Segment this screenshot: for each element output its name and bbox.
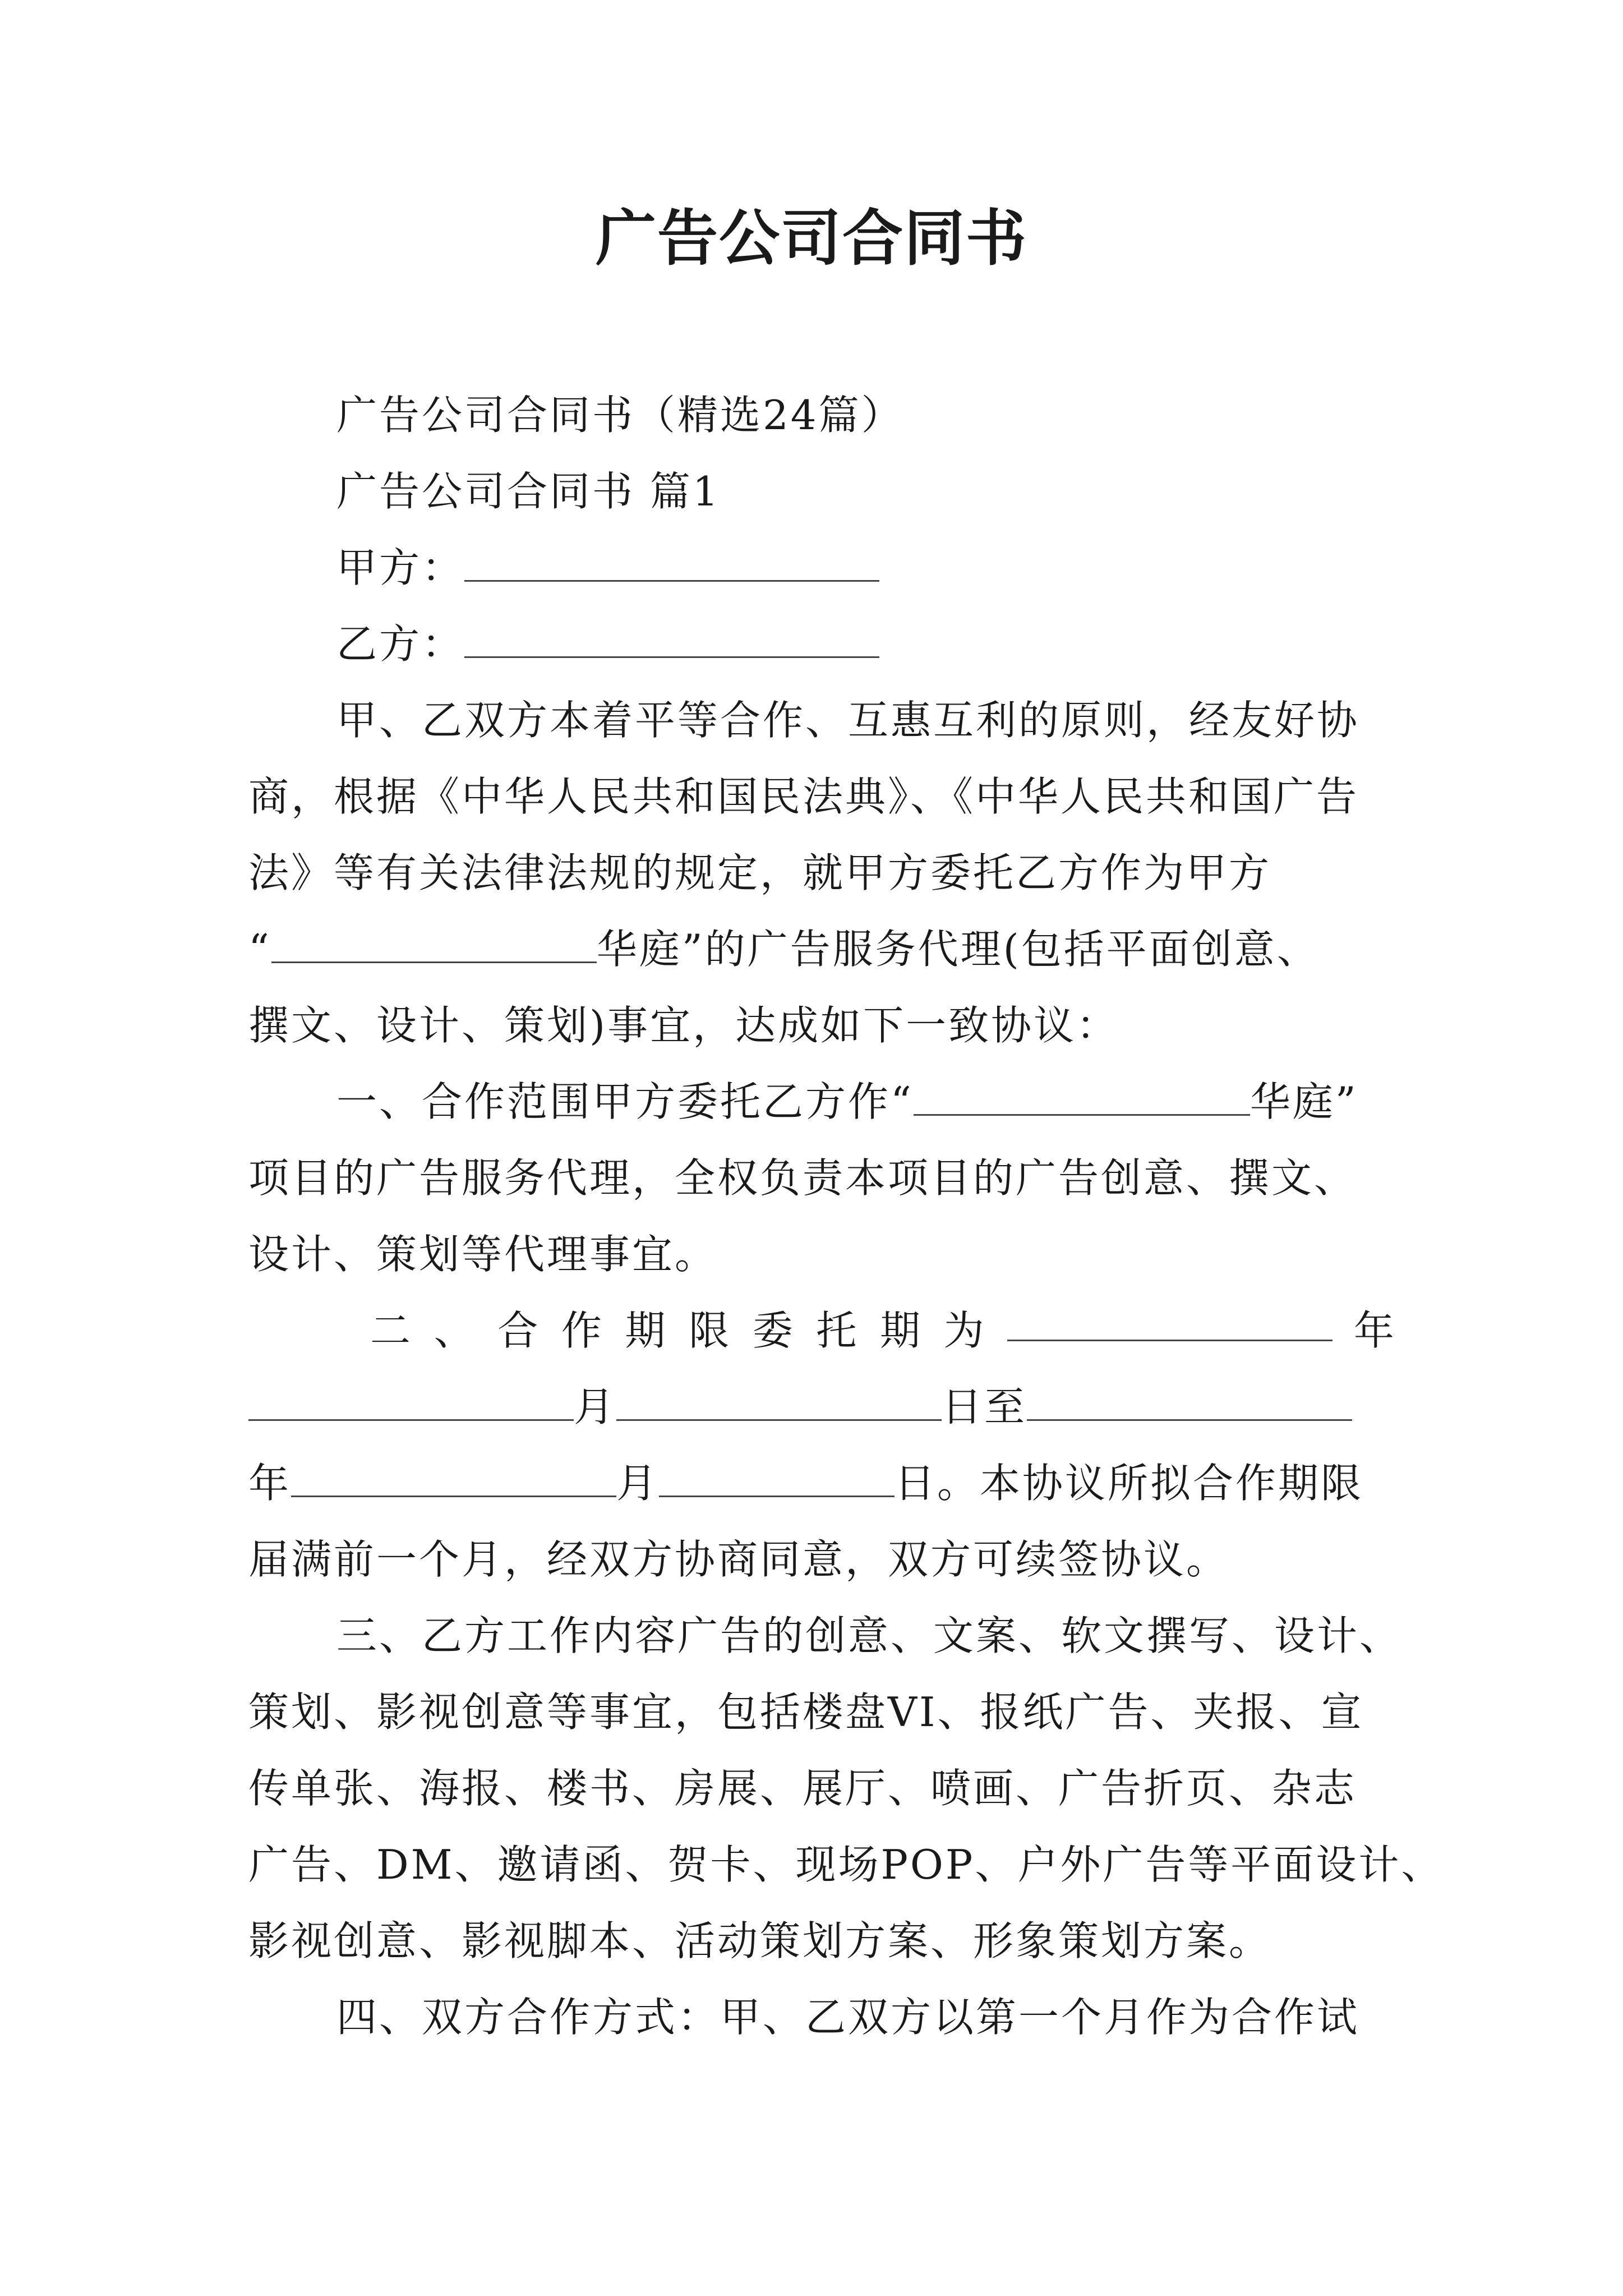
clause1-text-b: 华庭”	[1249, 1078, 1358, 1125]
clause1-line-2: 项目的广告服务代理，全权负责本项目的广告创意、撰文、	[248, 1154, 1357, 1202]
intro-line-4	[248, 921, 1393, 977]
clause2-line-1	[370, 1303, 1396, 1359]
clause2-month-label: 月	[574, 1383, 617, 1430]
intro-quote-open: “	[248, 926, 271, 973]
clause3-line-2: 策划、影视创意等事宜，包括楼盘VI、报纸广告、夹报、宣	[248, 1688, 1364, 1736]
document-title: 广告公司合同书	[595, 203, 1027, 274]
clause2-end-month-label: 月	[616, 1460, 660, 1507]
clause2-line-4: 届满前一个月，经双方协商同意，双方可续签协议。	[248, 1536, 1229, 1583]
intro-line-2: 商，根据《中华人民共和国民法典》、《中华人民共和国广告	[248, 773, 1359, 820]
clause1-text-a: 一、合作范围甲方委托乙方作“	[336, 1078, 914, 1125]
document-subtitle: 广告公司合同书（精选24篇）	[336, 392, 904, 439]
clause4-line-1: 四、双方合作方式：甲、乙双方以第一个月作为合作试	[336, 1994, 1360, 2041]
clause1-line-3: 设计、策划等代理事宜。	[248, 1231, 718, 1278]
clause2-char: 限	[689, 1307, 732, 1354]
end-day-blank	[659, 1458, 895, 1497]
clause3-line-4: 广告、DM、邀请函、贺卡、现场POP、户外广告等平面设计、	[248, 1841, 1444, 1888]
intro-line-3: 法》等有关法律法规的规定，就甲方委托乙方作为甲方	[248, 849, 1272, 896]
start-month-blank	[248, 1382, 574, 1421]
clause2-line-2	[248, 1379, 1393, 1435]
clause2-char: 期	[625, 1307, 668, 1354]
party-a-label: 甲方：	[336, 544, 465, 591]
clause2-char: 期	[880, 1307, 923, 1354]
clause2-char: 合	[497, 1307, 541, 1354]
party-b-blank	[464, 619, 879, 658]
clause2-char: 、	[434, 1307, 477, 1354]
intro-line-1: 甲、乙双方本着平等合作、互惠互利的原则，经友好协	[336, 697, 1360, 744]
party-a-blank	[464, 543, 879, 582]
clause2-heading	[370, 1303, 1396, 1359]
clause3-line-1: 三、乙方工作内容广告的创意、文案、软文撰写、设计、	[336, 1612, 1403, 1659]
project-name-blank	[271, 924, 597, 963]
clause2-char: 作	[561, 1307, 604, 1354]
intro-line-5: 撰文、设计、策划)事宜，达成如下一致协议：	[248, 1002, 1119, 1049]
clause3-line-5: 影视创意、影视脚本、活动策划方案、形象策划方案。	[248, 1917, 1272, 1964]
party-b-line	[336, 616, 1402, 672]
clause2-char: 委	[752, 1307, 795, 1354]
start-year-blank	[1007, 1303, 1332, 1341]
clause2-end-year-label: 年	[248, 1460, 292, 1507]
start-day-blank	[616, 1382, 942, 1421]
clause2-day-to-label: 日至	[942, 1383, 1027, 1430]
clause2-year-label: 年	[1353, 1307, 1396, 1354]
clause2-char: 托	[816, 1307, 859, 1354]
clause2-char: 为	[943, 1307, 986, 1354]
clause1-line-1	[336, 1074, 1402, 1130]
end-month-blank	[291, 1458, 616, 1497]
clause2-char: 二	[370, 1307, 413, 1354]
clause1-blank	[914, 1077, 1250, 1116]
intro-line-4-text: 华庭”的广告服务代理(包括平面创意、	[596, 926, 1320, 973]
party-a-line	[336, 540, 1402, 596]
clause3-line-3: 传单张、海报、楼书、房展、展厅、喷画、广告折页、杂志	[248, 1765, 1357, 1812]
clause2-end-text: 日。本协议所拟合作期限	[895, 1460, 1364, 1507]
clause2-line-3	[248, 1455, 1393, 1511]
end-year-blank	[1027, 1382, 1352, 1421]
section-heading: 广告公司合同书 篇1	[336, 468, 721, 515]
party-b-label: 乙方：	[336, 620, 465, 668]
